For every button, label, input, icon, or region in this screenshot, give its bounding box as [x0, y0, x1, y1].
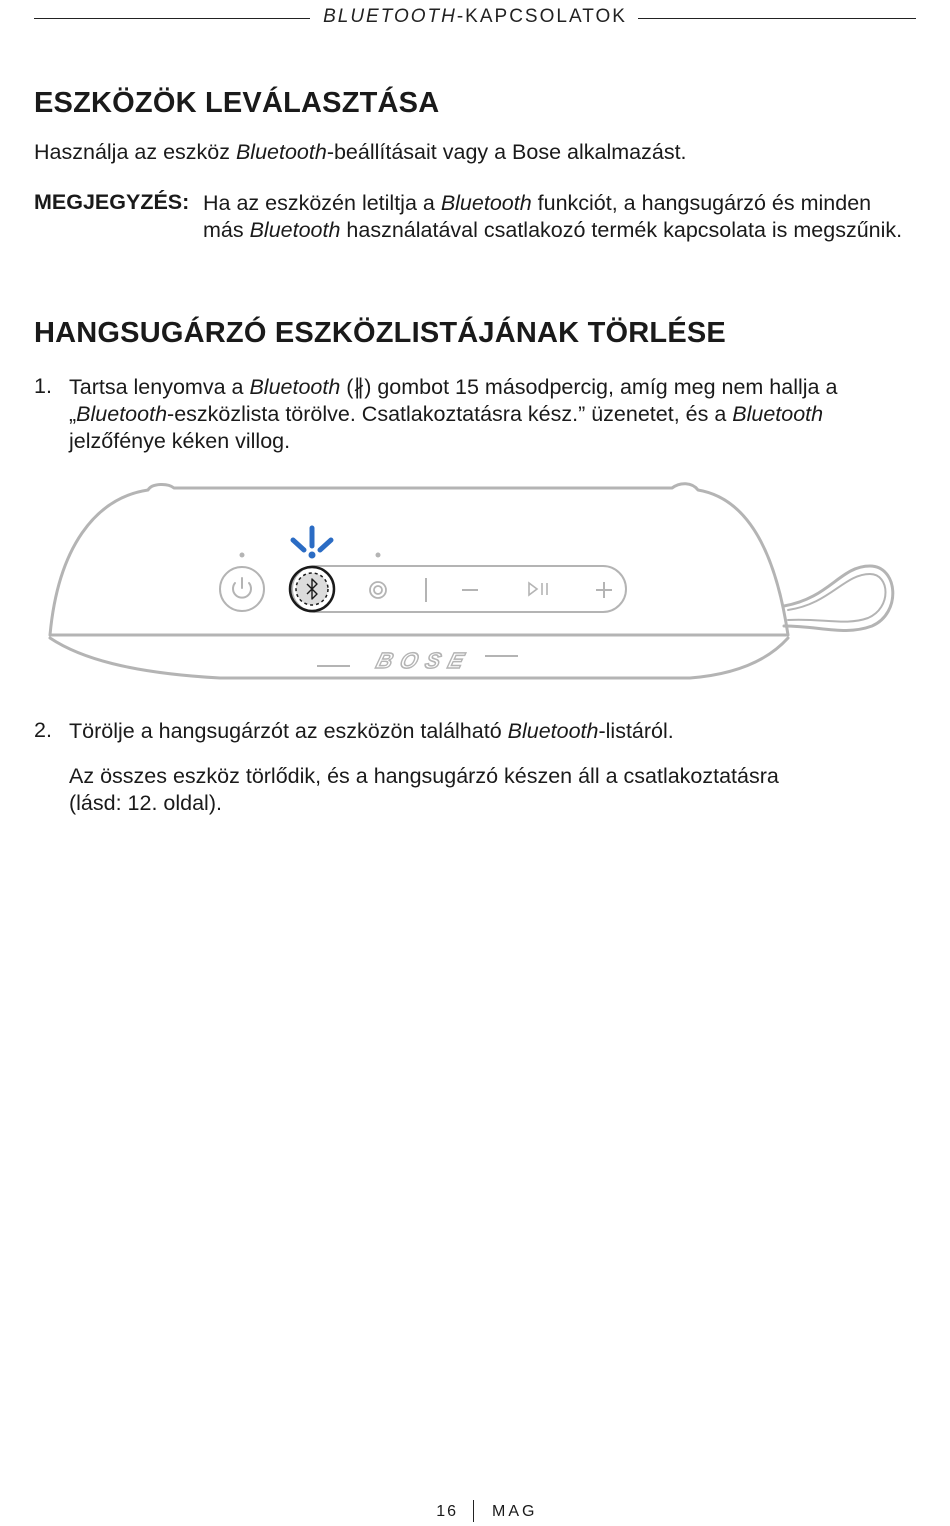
step1-text-3: ) gombot 15 másodpercig, amíg meg nem hallja a „ [69, 375, 838, 426]
step2-text-2: -listáról. [598, 719, 674, 743]
note-text [203, 190, 908, 244]
step-2-number: 2. [34, 718, 52, 742]
step1-text-2: ( [340, 375, 354, 399]
bluetooth-symbol: ∦ [353, 375, 365, 399]
note-text-1: Ha az eszközén letiltja a [203, 191, 441, 215]
bluetooth-button [290, 528, 334, 611]
power-icon [233, 578, 251, 598]
note-italic-1: Bluetooth [440, 191, 532, 215]
step1-italic-3: Bluetooth [732, 402, 824, 426]
speaker-illustration [40, 478, 910, 693]
action-icon [370, 582, 386, 598]
page-header [34, 6, 916, 32]
step-2-subtext: Az összes eszköz törlődik, és a hangsugárzó készen áll a csatlakoztatásra (lásd: 12. oldal). [69, 764, 779, 815]
volume-up-icon [596, 582, 612, 598]
step2-text-1: Törölje a hangsugárzót az eszközön található [69, 719, 508, 743]
note-text-2: funkciót, a hangsugárzó és minden más [203, 191, 872, 242]
step2-italic: Bluetooth [507, 719, 599, 743]
header-title-italic: BLUETOOTH [323, 6, 457, 27]
note-label: MEGJEGYZÉS: [34, 190, 190, 214]
para-text-2: -beállításait vagy a Bose alkalmazást. [326, 140, 687, 164]
blinking-light-indicator [293, 528, 331, 559]
para-italic: Bluetooth [235, 140, 327, 164]
page-number: 16 [436, 1503, 458, 1520]
action-button [370, 553, 386, 599]
step1-text-5: jelzőfénye kéken villog. [69, 429, 291, 453]
section-heading-disconnect: ESZKÖZÖK LEVÁLASZTÁSA [34, 87, 440, 119]
page-footer [0, 1500, 950, 1526]
step1-italic-2: Bluetooth [76, 402, 168, 426]
power-button [220, 553, 264, 612]
header-title-rest: -KAPCSOLATOK [456, 6, 627, 27]
control-strip [292, 566, 626, 612]
speaker-svg [40, 478, 910, 693]
product-model: MAG [492, 1503, 538, 1520]
step-1-number: 1. [34, 374, 52, 398]
note-text-3: használatával csatlakozó termék kapcsolata is megszűnik. [340, 218, 903, 242]
step-1-text [69, 374, 909, 455]
footer-separator [473, 1500, 474, 1522]
step1-text-1: Tartsa lenyomva a [69, 375, 250, 399]
para-text-1: Használja az eszköz [34, 140, 236, 164]
section1-paragraph [34, 139, 914, 166]
step1-italic-1: Bluetooth [249, 375, 341, 399]
header-rule-right [638, 18, 916, 19]
header-title [34, 6, 916, 28]
note-italic-2: Bluetooth [249, 218, 341, 242]
step-2-text [69, 718, 909, 745]
play-pause-icon [529, 583, 547, 595]
bose-logo: BOSE [373, 648, 475, 673]
step1-text-4: -eszközlista törölve. Csatlakoztatásra kész.” üzenetet, és a [167, 402, 733, 426]
section-heading-clear-list: HANGSUGÁRZÓ ESZKÖZLISTÁJÁNAK TÖRLÉSE [34, 317, 726, 349]
